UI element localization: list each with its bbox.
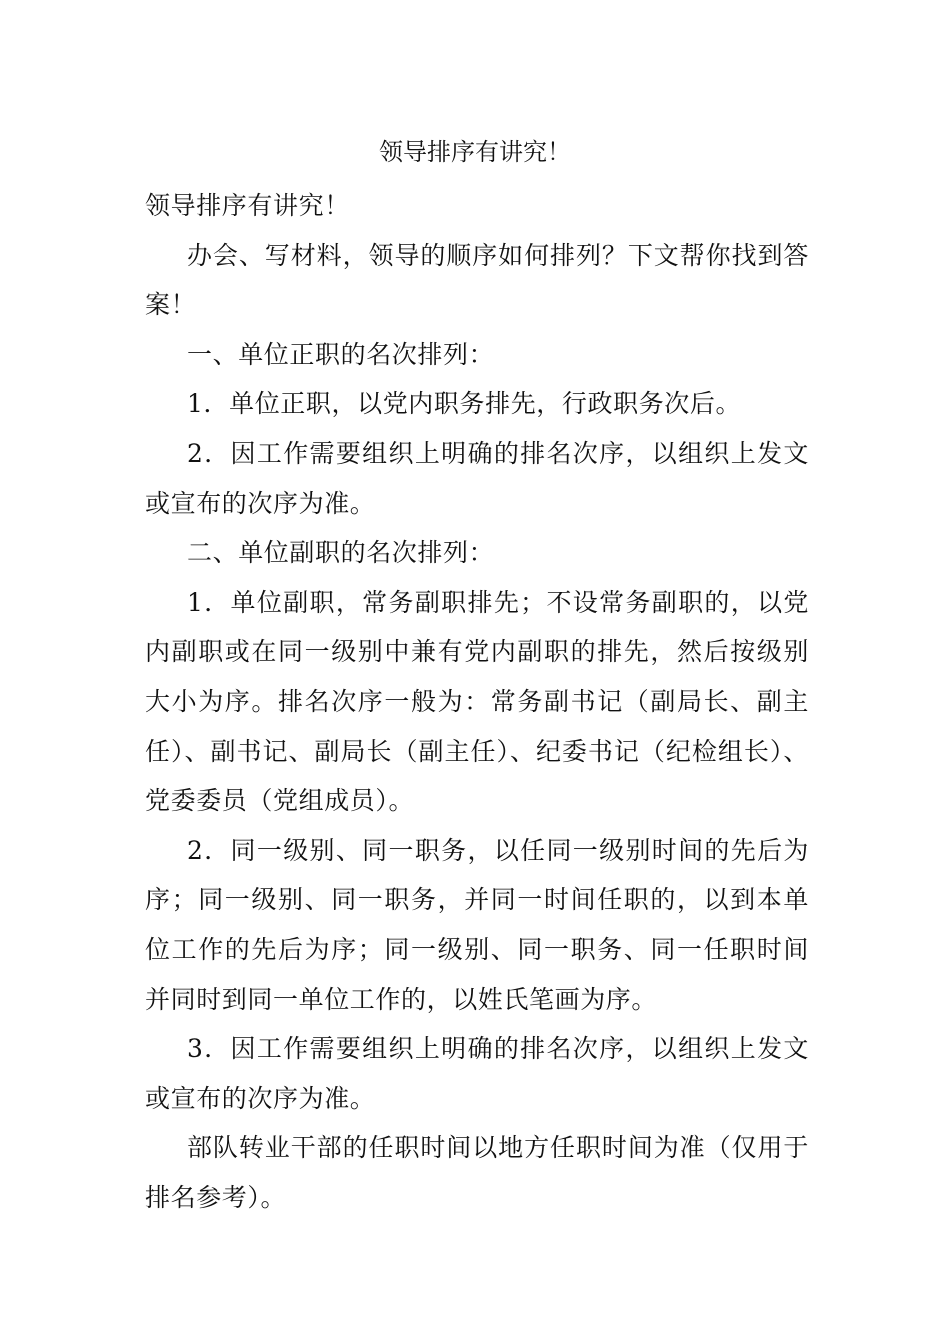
intro-paragraph: 办会、写材料，领导的顺序如何排列？下文帮你找到答案！	[145, 240, 809, 320]
deputy-rule-2: 2．同一级别、同一职务，以任同一级别时间的先后为序；同一级别、同一职务，并同一时间任职的，以到本单位工作的先后为序；同一级别、同一职务、同一任职时间并同时到同一单位工作的，以姓氏笔画为序。	[145, 835, 809, 1014]
principal-rule-2: 2．因工作需要组织上明确的排名次序，以组织上发文或宣布的次序为准。	[145, 438, 809, 518]
section-heading-principal: 一、单位正职的名次排列：	[187, 339, 495, 369]
deputy-rule-1: 1．单位副职，常务副职排先；不设常务副职的，以党内副职或在同一级别中兼有党内副职的排先，然后按级别大小为序。排名次序一般为：常务副书记（副局长、副主任）、副书记、副局长（副主任）、纪委书记（纪检组长）、党委委员（党组成员）。	[145, 587, 809, 816]
document-body	[145, 181, 809, 1222]
note-paragraph: 部队转业干部的任职时间以地方任职时间为准（仅用于排名参考）。	[145, 1133, 809, 1212]
page-title: 领导排序有讲究！	[379, 138, 571, 166]
principal-rule-1: 1．单位正职，以党内职务排先，行政职务次后。	[187, 389, 742, 419]
section-heading-deputy: 二、单位副职的名次排列：	[187, 538, 495, 568]
subtitle-paragraph: 领导排序有讲究！	[145, 191, 350, 220]
deputy-rule-3: 3．因工作需要组织上明确的排名次序，以组织上发文或宣布的次序为准。	[145, 1034, 809, 1113]
